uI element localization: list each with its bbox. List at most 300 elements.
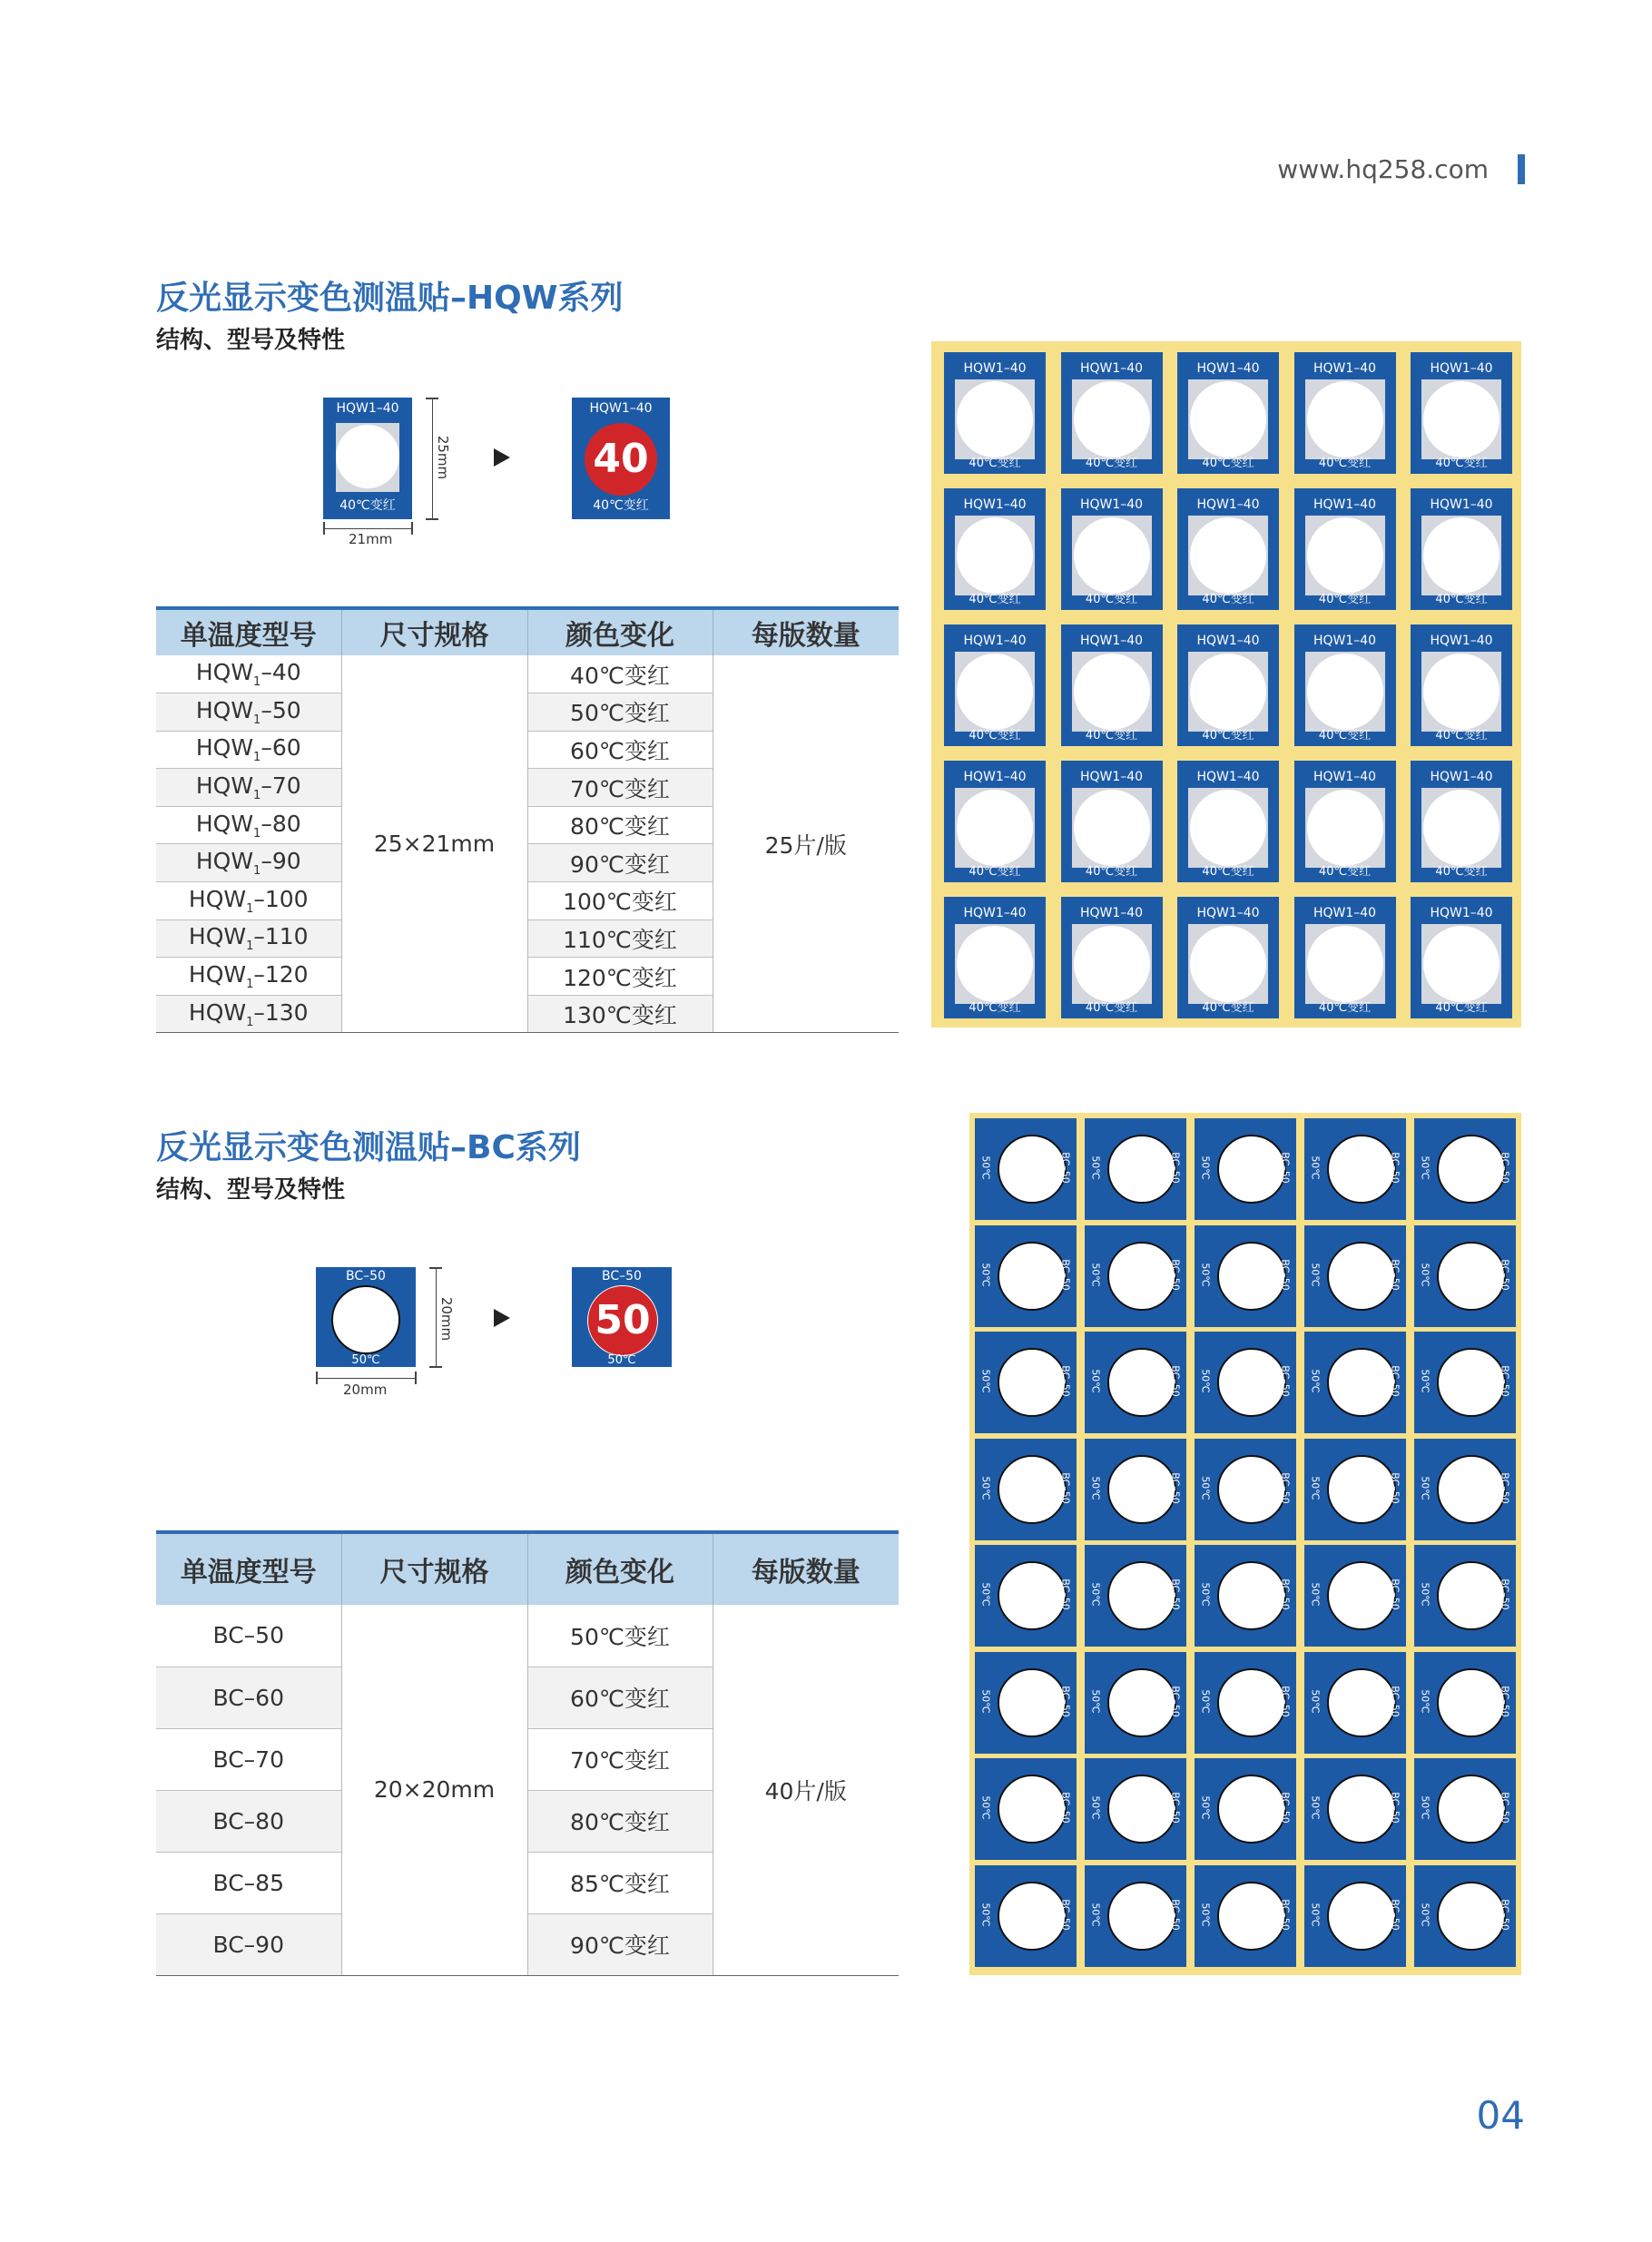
table-row-model: $HQW_1-40$ [156, 655, 341, 693]
sheet-label-bottom: 40℃变红 [1435, 457, 1488, 470]
hqw-label-after-bottom: 40℃变红 [593, 498, 649, 513]
sheet-label [944, 624, 1046, 746]
sheet-label-temp: 50℃ [1089, 1582, 1102, 1607]
sheet-label-temp: 50℃ [1089, 1369, 1102, 1393]
sheet-label-temp: 50℃ [1089, 1262, 1102, 1287]
sheet-label-model: BC–50 [1279, 1471, 1292, 1504]
sheet-label [1085, 1332, 1186, 1433]
sheet-label-top: HQW1–40 [1313, 770, 1377, 784]
table-row-model: $HQW_1-70$ [156, 769, 341, 807]
table-row-model: BC–80 [156, 1790, 341, 1852]
sheet-label-circle [1190, 790, 1266, 866]
sheet-label-top: HQW1–40 [1196, 634, 1260, 648]
sheet-label-circle [1217, 1242, 1286, 1311]
table-row-model: BC–90 [156, 1913, 341, 1975]
sheet-label-bottom: 40℃变红 [1318, 729, 1372, 742]
hqw-arrow-icon [494, 448, 510, 467]
sheet-label [1414, 1332, 1516, 1433]
sheet-label-temp: 50℃ [1199, 1582, 1212, 1607]
sheet-label-model: BC–50 [1059, 1258, 1072, 1291]
sheet-label [1294, 897, 1396, 1018]
sheet-label-circle [1190, 654, 1266, 730]
bc-dim-width-tick-left [316, 1372, 318, 1384]
sheet-label-circle [1423, 926, 1500, 1002]
sheet-label-circle [998, 1348, 1067, 1417]
sheet-label [1177, 897, 1279, 1018]
bc-quantity-cell: 40片/版 [713, 1605, 899, 1975]
sheet-label-temp: 50℃ [1419, 1262, 1431, 1287]
sheet-label-circle [1327, 1775, 1396, 1844]
header-accent-bar [1518, 154, 1525, 184]
sheet-label-model: BC–50 [1169, 1685, 1182, 1717]
sheet-label-model: BC–50 [1389, 1258, 1401, 1291]
table-row-change: 60℃变红 [527, 731, 713, 769]
sheet-label-circle [998, 1455, 1067, 1524]
sheet-label-top: HQW1–40 [1313, 906, 1377, 920]
sheet-label-circle [1307, 654, 1383, 730]
sheet-label [1304, 1652, 1406, 1754]
sheet-label-top: HQW1–40 [1430, 634, 1493, 648]
sheet-label-temp: 50℃ [979, 1155, 992, 1180]
sheet-label-model: BC–50 [1279, 1685, 1292, 1717]
sheet-label-bottom: 40℃变红 [1202, 1001, 1254, 1015]
sheet-label-bottom: 40℃变红 [1085, 865, 1138, 879]
sheet-label-circle [1307, 926, 1383, 1002]
sheet-label-top: HQW1–40 [1313, 634, 1377, 648]
hqw-header-quantity: 每版数量 [713, 608, 899, 655]
sheet-label-circle [998, 1775, 1067, 1844]
sheet-label-top: HQW1–40 [1079, 906, 1144, 920]
hqw-dim-width-tick-right [411, 522, 413, 535]
sheet-label-bottom: 40℃变红 [1202, 729, 1254, 742]
sheet-label-top: HQW1–40 [1079, 497, 1144, 512]
table-row-change: 70℃变红 [527, 1728, 713, 1790]
bc-label-after-top: BC–50 [602, 1269, 642, 1283]
sheet-label-temp: 50℃ [1199, 1795, 1212, 1820]
sheet-label [1085, 1118, 1186, 1220]
sheet-label-model: BC–50 [1279, 1898, 1292, 1931]
sheet-label-model: BC–50 [1389, 1898, 1401, 1931]
table-row-model: $HQW_1-90$ [156, 844, 341, 882]
sheet-label-temp: 50℃ [979, 1688, 992, 1714]
sheet-label-circle [1327, 1882, 1396, 1951]
page-number: 04 [1476, 2093, 1525, 2138]
table-row-model: BC–70 [156, 1728, 341, 1790]
sheet-label-model: BC–50 [1059, 1898, 1072, 1931]
hqw-label-before-top: HQW1–40 [336, 401, 399, 416]
bc-label-after [572, 1267, 672, 1367]
bc-dim-height-line [436, 1267, 437, 1367]
sheet-label-temp: 50℃ [1199, 1902, 1212, 1927]
bc-section-subtitle: 结构、型号及特性 [156, 1176, 346, 1204]
sheet-label-temp: 50℃ [1309, 1582, 1322, 1607]
sheet-label [1414, 1225, 1516, 1327]
sheet-label-circle [1307, 790, 1383, 866]
sheet-label-top: HQW1–40 [1430, 906, 1493, 920]
sheet-label-model: BC–50 [1499, 1578, 1511, 1610]
sheet-label-circle [998, 1882, 1067, 1951]
sheet-label-temp: 50℃ [979, 1902, 992, 1927]
table-row-model: $HQW_1-120$ [156, 958, 341, 996]
sheet-label-model: BC–50 [1279, 1792, 1292, 1824]
bc-dim-width-tick-right [415, 1372, 417, 1384]
sheet-label-circle [1074, 517, 1150, 594]
sheet-label-model: BC–50 [1279, 1152, 1292, 1184]
bc-dim-width-line [316, 1378, 416, 1379]
sheet-label-temp: 50℃ [1199, 1155, 1212, 1180]
table-row-change: 110℃变红 [527, 919, 713, 958]
hqw-header-size: 尺寸规格 [341, 608, 527, 655]
sheet-label-circle [1437, 1775, 1506, 1844]
sheet-label [1411, 761, 1512, 882]
hqw-quantity-cell: 25片/版 [713, 655, 899, 1033]
sheet-label-bottom: 40℃变红 [1085, 729, 1138, 742]
sheet-label [1061, 624, 1163, 746]
bc-header-model: 单温度型号 [156, 1532, 341, 1605]
sheet-label-circle [1217, 1668, 1286, 1737]
hqw-dim-height-tick-top [426, 398, 438, 399]
sheet-label [1085, 1652, 1186, 1754]
sheet-label-circle [1307, 517, 1383, 594]
sheet-label-bottom: 40℃变红 [1318, 457, 1372, 470]
sheet-label-top: HQW1–40 [1079, 770, 1144, 784]
table-row-change: 120℃变红 [527, 958, 713, 996]
bc-label-before-circle [331, 1285, 400, 1354]
sheet-label-circle [1190, 926, 1266, 1002]
sheet-label-bottom: 40℃变红 [1202, 457, 1254, 470]
sheet-label [1195, 1758, 1296, 1860]
sheet-label-model: BC–50 [1059, 1471, 1072, 1504]
sheet-label [944, 488, 1046, 610]
sheet-label-circle [1190, 381, 1266, 457]
hqw-label-before-circle [336, 425, 399, 488]
table-row-model: $HQW_1-100$ [156, 882, 341, 920]
bc-label-before-bottom: 50℃ [351, 1353, 380, 1367]
sheet-label-top: HQW1–40 [1196, 497, 1260, 512]
sheet-label-top: HQW1–40 [963, 634, 1027, 648]
sheet-label [1411, 897, 1512, 1018]
sheet-label-model: BC–50 [1169, 1471, 1182, 1504]
sheet-label [975, 1865, 1077, 1967]
bc-header-quantity: 每版数量 [713, 1532, 899, 1605]
sheet-label-temp: 50℃ [979, 1369, 992, 1393]
sheet-label [1061, 488, 1163, 610]
sheet-label-circle [1107, 1455, 1176, 1524]
hqw-dim-height-line [432, 398, 433, 519]
sheet-label-circle [1437, 1242, 1506, 1311]
sheet-label [1414, 1545, 1516, 1647]
sheet-label [1195, 1225, 1296, 1327]
bc-sheet [969, 1113, 1521, 1975]
sheet-label-model: BC–50 [1389, 1578, 1401, 1610]
sheet-label-circle [1217, 1348, 1286, 1417]
sheet-label [1177, 761, 1279, 882]
sheet-label [1085, 1439, 1186, 1540]
sheet-label-top: HQW1–40 [1313, 497, 1377, 512]
sheet-label-model: BC–50 [1389, 1685, 1401, 1717]
sheet-label-circle [1423, 790, 1500, 866]
bc-label-after-bottom: 50℃ [607, 1353, 636, 1367]
sheet-label-circle [998, 1135, 1067, 1204]
website-url: www.hq258.com [1277, 154, 1489, 184]
sheet-label-circle [1437, 1882, 1506, 1951]
sheet-label-model: BC–50 [1059, 1578, 1072, 1610]
sheet-label-circle [1107, 1668, 1176, 1737]
table-row-change: 100℃变红 [527, 882, 713, 920]
sheet-label-top: HQW1–40 [1430, 361, 1493, 376]
sheet-label-temp: 50℃ [1089, 1475, 1102, 1500]
hqw-size-cell: 25×21mm [341, 655, 527, 1033]
hqw-label-after-top: HQW1–40 [589, 401, 653, 416]
sheet-label-circle [1327, 1242, 1396, 1311]
sheet-label-top: HQW1–40 [1430, 770, 1493, 784]
sheet-label-model: BC–50 [1059, 1365, 1072, 1397]
sheet-label-temp: 50℃ [1309, 1795, 1322, 1820]
bc-size-cell: 20×20mm [341, 1605, 527, 1975]
sheet-label-top: HQW1–40 [1196, 770, 1260, 784]
sheet-label-circle [1217, 1882, 1286, 1951]
sheet-label-circle [1437, 1668, 1506, 1737]
hqw-header-model: 单温度型号 [156, 608, 341, 655]
sheet-label-bottom: 40℃变红 [1202, 865, 1254, 879]
sheet-label-circle [1074, 926, 1150, 1002]
sheet-label [1304, 1332, 1406, 1433]
sheet-label [975, 1225, 1077, 1327]
sheet-label-circle [1074, 381, 1150, 457]
sheet-label [1195, 1118, 1296, 1220]
table-row-model: $HQW_1-130$ [156, 995, 341, 1033]
sheet-label [1304, 1118, 1406, 1220]
sheet-label-model: BC–50 [1499, 1365, 1511, 1397]
sheet-label [1195, 1439, 1296, 1540]
sheet-label-circle [1107, 1882, 1176, 1951]
table-row-change: 90℃变红 [527, 1913, 713, 1975]
sheet-label-bottom: 40℃变红 [969, 865, 1021, 879]
sheet-label-model: BC–50 [1499, 1898, 1511, 1931]
sheet-label-temp: 50℃ [1089, 1902, 1102, 1927]
sheet-label-model: BC–50 [1499, 1792, 1511, 1824]
sheet-label-temp: 50℃ [1309, 1155, 1322, 1180]
sheet-label [1177, 352, 1279, 474]
sheet-label [1304, 1865, 1406, 1967]
sheet-label-bottom: 40℃变红 [1318, 865, 1372, 879]
sheet-label-circle [1437, 1348, 1506, 1417]
sheet-label-circle [998, 1561, 1067, 1630]
sheet-label-top: HQW1–40 [963, 770, 1027, 784]
bc-label-before [316, 1267, 416, 1367]
sheet-label-top: HQW1–40 [1196, 906, 1260, 920]
bc-arrow-icon [494, 1309, 510, 1327]
sheet-label-top: HQW1–40 [1079, 634, 1144, 648]
hqw-indicator-red: 40 [585, 423, 657, 496]
sheet-label-bottom: 40℃变红 [969, 593, 1021, 606]
sheet-label [1061, 352, 1163, 474]
sheet-label-temp: 50℃ [1419, 1902, 1431, 1927]
sheet-label [1085, 1545, 1186, 1647]
sheet-label-model: BC–50 [1169, 1258, 1182, 1291]
sheet-label [1085, 1758, 1186, 1860]
sheet-label-temp: 50℃ [1309, 1262, 1322, 1287]
sheet-label-temp: 50℃ [1419, 1369, 1431, 1393]
sheet-label-model: BC–50 [1169, 1898, 1182, 1931]
hqw-dim-width-line [323, 528, 412, 529]
sheet-label [1411, 352, 1512, 474]
sheet-label [1085, 1865, 1186, 1967]
hqw-dim-width-text: 21mm [349, 531, 393, 547]
sheet-label-model: BC–50 [1389, 1792, 1401, 1824]
sheet-label-temp: 50℃ [1199, 1369, 1212, 1393]
sheet-label-bottom: 40℃变红 [1085, 593, 1138, 606]
sheet-label-circle [1423, 654, 1500, 730]
sheet-label-model: BC–50 [1169, 1365, 1182, 1397]
sheet-label-circle [957, 654, 1033, 730]
sheet-label-model: BC–50 [1169, 1152, 1182, 1184]
sheet-label-model: BC–50 [1499, 1152, 1511, 1184]
table-row-change: 70℃变红 [527, 769, 713, 807]
table-row-change: 90℃变红 [527, 844, 713, 882]
hqw-dim-height-tick-bottom [426, 518, 438, 520]
table-row-change: 80℃变红 [527, 806, 713, 844]
sheet-label [1414, 1118, 1516, 1220]
sheet-label-circle [998, 1668, 1067, 1737]
sheet-label [1304, 1439, 1406, 1540]
bc-header-size: 尺寸规格 [341, 1532, 527, 1605]
table-row-model: BC–50 [156, 1605, 341, 1667]
sheet-label-top: HQW1–40 [1430, 497, 1493, 512]
table-row-change: 130℃变红 [527, 995, 713, 1033]
sheet-label-temp: 50℃ [1419, 1582, 1431, 1607]
sheet-label-temp: 50℃ [979, 1582, 992, 1607]
sheet-label-temp: 50℃ [979, 1262, 992, 1287]
sheet-label [1294, 488, 1396, 610]
hqw-section-subtitle: 结构、型号及特性 [156, 327, 346, 354]
sheet-label [975, 1652, 1077, 1754]
bc-header-color-change: 颜色变化 [527, 1532, 713, 1605]
table-row-model: $HQW_1-80$ [156, 806, 341, 844]
bc-dim-height-text: 20mm [438, 1296, 456, 1342]
sheet-label-bottom: 40℃变红 [1202, 593, 1254, 606]
sheet-label-model: BC–50 [1499, 1471, 1511, 1504]
sheet-label-circle [1217, 1775, 1286, 1844]
sheet-label-temp: 50℃ [1199, 1475, 1212, 1500]
sheet-label-model: BC–50 [1389, 1152, 1401, 1184]
sheet-label-temp: 50℃ [1419, 1688, 1431, 1714]
table-row-change: 80℃变红 [527, 1790, 713, 1852]
sheet-label-circle [1217, 1561, 1286, 1630]
sheet-label-circle [1327, 1668, 1396, 1737]
hqw-label-before-bottom: 40℃变红 [339, 498, 396, 513]
sheet-label [1085, 1225, 1186, 1327]
table-row-change: 85℃变红 [527, 1852, 713, 1913]
sheet-label [975, 1758, 1077, 1860]
sheet-label-circle [1423, 517, 1500, 594]
sheet-label-model: BC–50 [1279, 1365, 1292, 1397]
sheet-label [1414, 1865, 1516, 1967]
sheet-label [1195, 1545, 1296, 1647]
sheet-label-circle [1190, 517, 1266, 594]
table-row-model: BC–85 [156, 1852, 341, 1913]
sheet-label-circle [1217, 1135, 1286, 1204]
sheet-label-model: BC–50 [1499, 1685, 1511, 1717]
hqw-sheet [931, 341, 1521, 1028]
sheet-label-temp: 50℃ [1309, 1688, 1322, 1714]
bc-label-before-top: BC–50 [346, 1269, 386, 1283]
sheet-label [975, 1439, 1077, 1540]
bc-dim-height-tick-bottom [429, 1366, 442, 1368]
bc-dim-height-tick-top [429, 1267, 442, 1269]
sheet-label-temp: 50℃ [1419, 1795, 1431, 1820]
sheet-label-temp: 50℃ [1419, 1475, 1431, 1500]
sheet-label [1177, 624, 1279, 746]
bc-spec-table [156, 1530, 899, 1976]
sheet-label-temp: 50℃ [979, 1795, 992, 1820]
sheet-label-temp: 50℃ [1309, 1369, 1322, 1393]
sheet-label-circle [1074, 654, 1150, 730]
hqw-label-after [572, 398, 670, 519]
sheet-label [944, 352, 1046, 474]
hqw-label-before [323, 398, 412, 519]
sheet-label-temp: 50℃ [1089, 1155, 1102, 1180]
sheet-label [1411, 488, 1512, 610]
sheet-label-circle [957, 926, 1033, 1002]
bc-dim-width-text: 20mm [343, 1382, 388, 1398]
sheet-label [1195, 1652, 1296, 1754]
sheet-label-bottom: 40℃变红 [969, 729, 1021, 742]
sheet-label [1294, 624, 1396, 746]
table-row-model: BC–60 [156, 1667, 341, 1728]
table-row-model: $HQW_1-50$ [156, 693, 341, 732]
table-row-change: 50℃变红 [527, 1605, 713, 1667]
hqw-dim-width-tick-left [323, 522, 325, 535]
sheet-label-circle [1437, 1561, 1506, 1630]
sheet-label-circle [1327, 1561, 1396, 1630]
sheet-label-top: HQW1–40 [963, 906, 1027, 920]
hqw-header-color-change: 颜色变化 [527, 608, 713, 655]
sheet-label [1414, 1758, 1516, 1860]
sheet-label-bottom: 40℃变红 [1085, 1001, 1138, 1015]
sheet-label-model: BC–50 [1279, 1578, 1292, 1610]
table-row-change: 60℃变红 [527, 1667, 713, 1728]
table-row-change: 40℃变红 [527, 655, 713, 693]
sheet-label [1414, 1652, 1516, 1754]
sheet-label [944, 897, 1046, 1018]
sheet-label-bottom: 40℃变红 [1435, 1001, 1488, 1015]
sheet-label-temp: 50℃ [1419, 1155, 1431, 1180]
sheet-label [975, 1545, 1077, 1647]
sheet-label-bottom: 40℃变红 [969, 1001, 1021, 1015]
sheet-label [944, 761, 1046, 882]
sheet-label-model: BC–50 [1499, 1258, 1511, 1291]
sheet-label-circle [1327, 1135, 1396, 1204]
sheet-label [1411, 624, 1512, 746]
sheet-label-circle [957, 381, 1033, 457]
sheet-label-circle [1217, 1455, 1286, 1524]
sheet-label [1061, 761, 1163, 882]
sheet-label-bottom: 40℃变红 [1085, 457, 1138, 470]
sheet-label-circle [1107, 1348, 1176, 1417]
hqw-spec-table [156, 606, 899, 1033]
sheet-label-bottom: 40℃变红 [1435, 865, 1488, 879]
sheet-label-temp: 50℃ [1089, 1688, 1102, 1714]
sheet-label-bottom: 40℃变红 [1318, 593, 1372, 606]
sheet-label-top: HQW1–40 [1313, 361, 1377, 376]
bc-indicator-red: 50 [587, 1285, 658, 1356]
sheet-label-model: BC–50 [1389, 1365, 1401, 1397]
sheet-label-bottom: 40℃变红 [1318, 1001, 1372, 1015]
sheet-label-temp: 50℃ [1199, 1688, 1212, 1714]
sheet-label [975, 1332, 1077, 1433]
sheet-label [975, 1118, 1077, 1220]
